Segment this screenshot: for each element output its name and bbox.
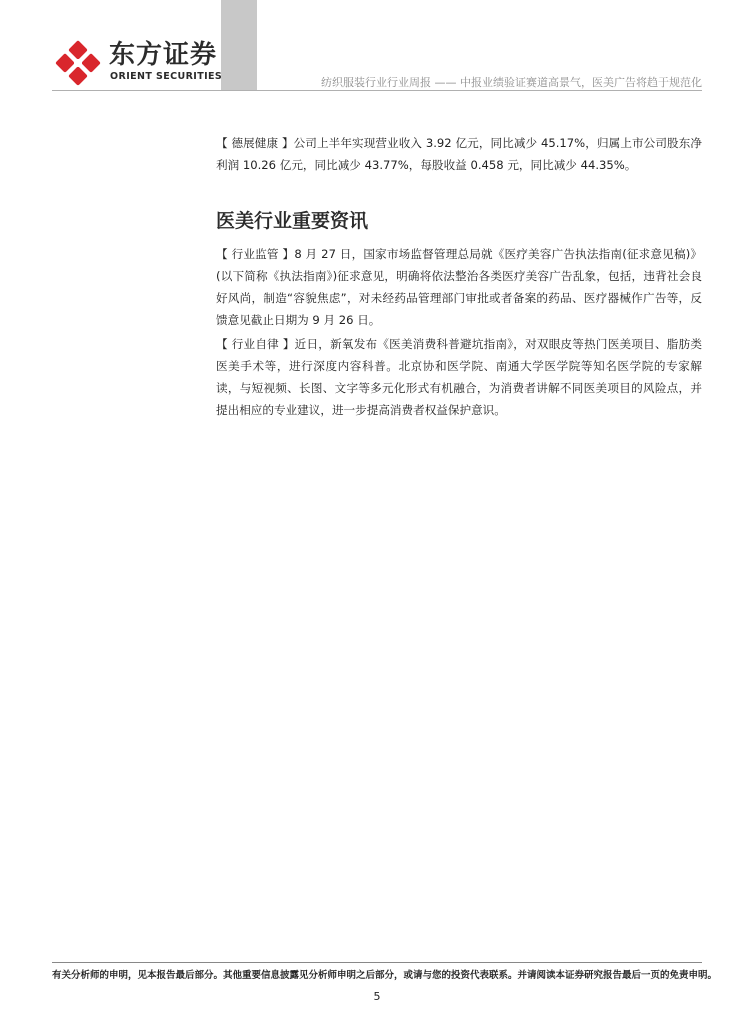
- report-header-title: 纺织服装行业行业周报 —— 中报业绩验证赛道高景气，医美广告将趋于规范化: [321, 76, 702, 89]
- logo-chinese-name: 东方证券: [109, 40, 218, 70]
- logo-english-name: ORIENT SECURITIES: [110, 71, 223, 82]
- paragraph-tag: 【 德展健康 】: [216, 136, 294, 150]
- industry-news-item: [216, 333, 702, 421]
- orient-securities-logo-icon: [55, 40, 101, 86]
- company-news-paragraph: [216, 132, 702, 176]
- footer-disclaimer: 有关分析师的申明，见本报告最后部分。其他重要信息披露见分析师申明之后部分，或请与您的投资代表联系。并请阅读本证券研究报告最后一页的免责申明。: [52, 970, 718, 981]
- header-decoration-bar: [221, 0, 257, 90]
- news-item-tag: 【 行业自律 】: [216, 337, 295, 351]
- news-item-tag: 【 行业监管 】: [216, 247, 295, 261]
- section-title: 医美行业重要资讯: [216, 210, 369, 232]
- news-item-text: 近日，新氧发布《医美消费科普避坑指南》，对双眼皮等热门医美项目、脂肪类医美手术等，进行深度内容科普。北京协和医学院、南通大学医学院等知名医学院的专家解读，与短视频、长图、文字等多元化形式有机融合，为消费者讲解不同医美项目的风险点，并提出相应的专业建议，进一步提高消费者权益保护意识。: [216, 337, 703, 417]
- header-divider: [52, 90, 702, 91]
- paragraph-text: 公司上半年实现营业收入 3.92 亿元，同比减少 45.17%，归属上市公司股东净利润 10.26 亿元，同比减少 43.77%，每股收益 0.458 元，同比减少 44.35%。: [216, 136, 702, 172]
- industry-news-item: [216, 243, 702, 331]
- page-number: 5: [373, 990, 381, 1003]
- news-item-text: 8 月 27 日，国家市场监督管理总局就《医疗美容广告执法指南(征求意见稿)》(以下简称《执法指南》)征求意见，明确将依法整治各类医疗美容广告乱象，包括，违背社会良好风尚，制造“容貌焦虑”，对未经药品管理部门审批或者备案的药品、医疗器械作广告等，反馈意见截止日期为 9 月 26 日。: [216, 247, 703, 327]
- company-logo: [55, 40, 223, 86]
- footer-divider: [52, 962, 702, 963]
